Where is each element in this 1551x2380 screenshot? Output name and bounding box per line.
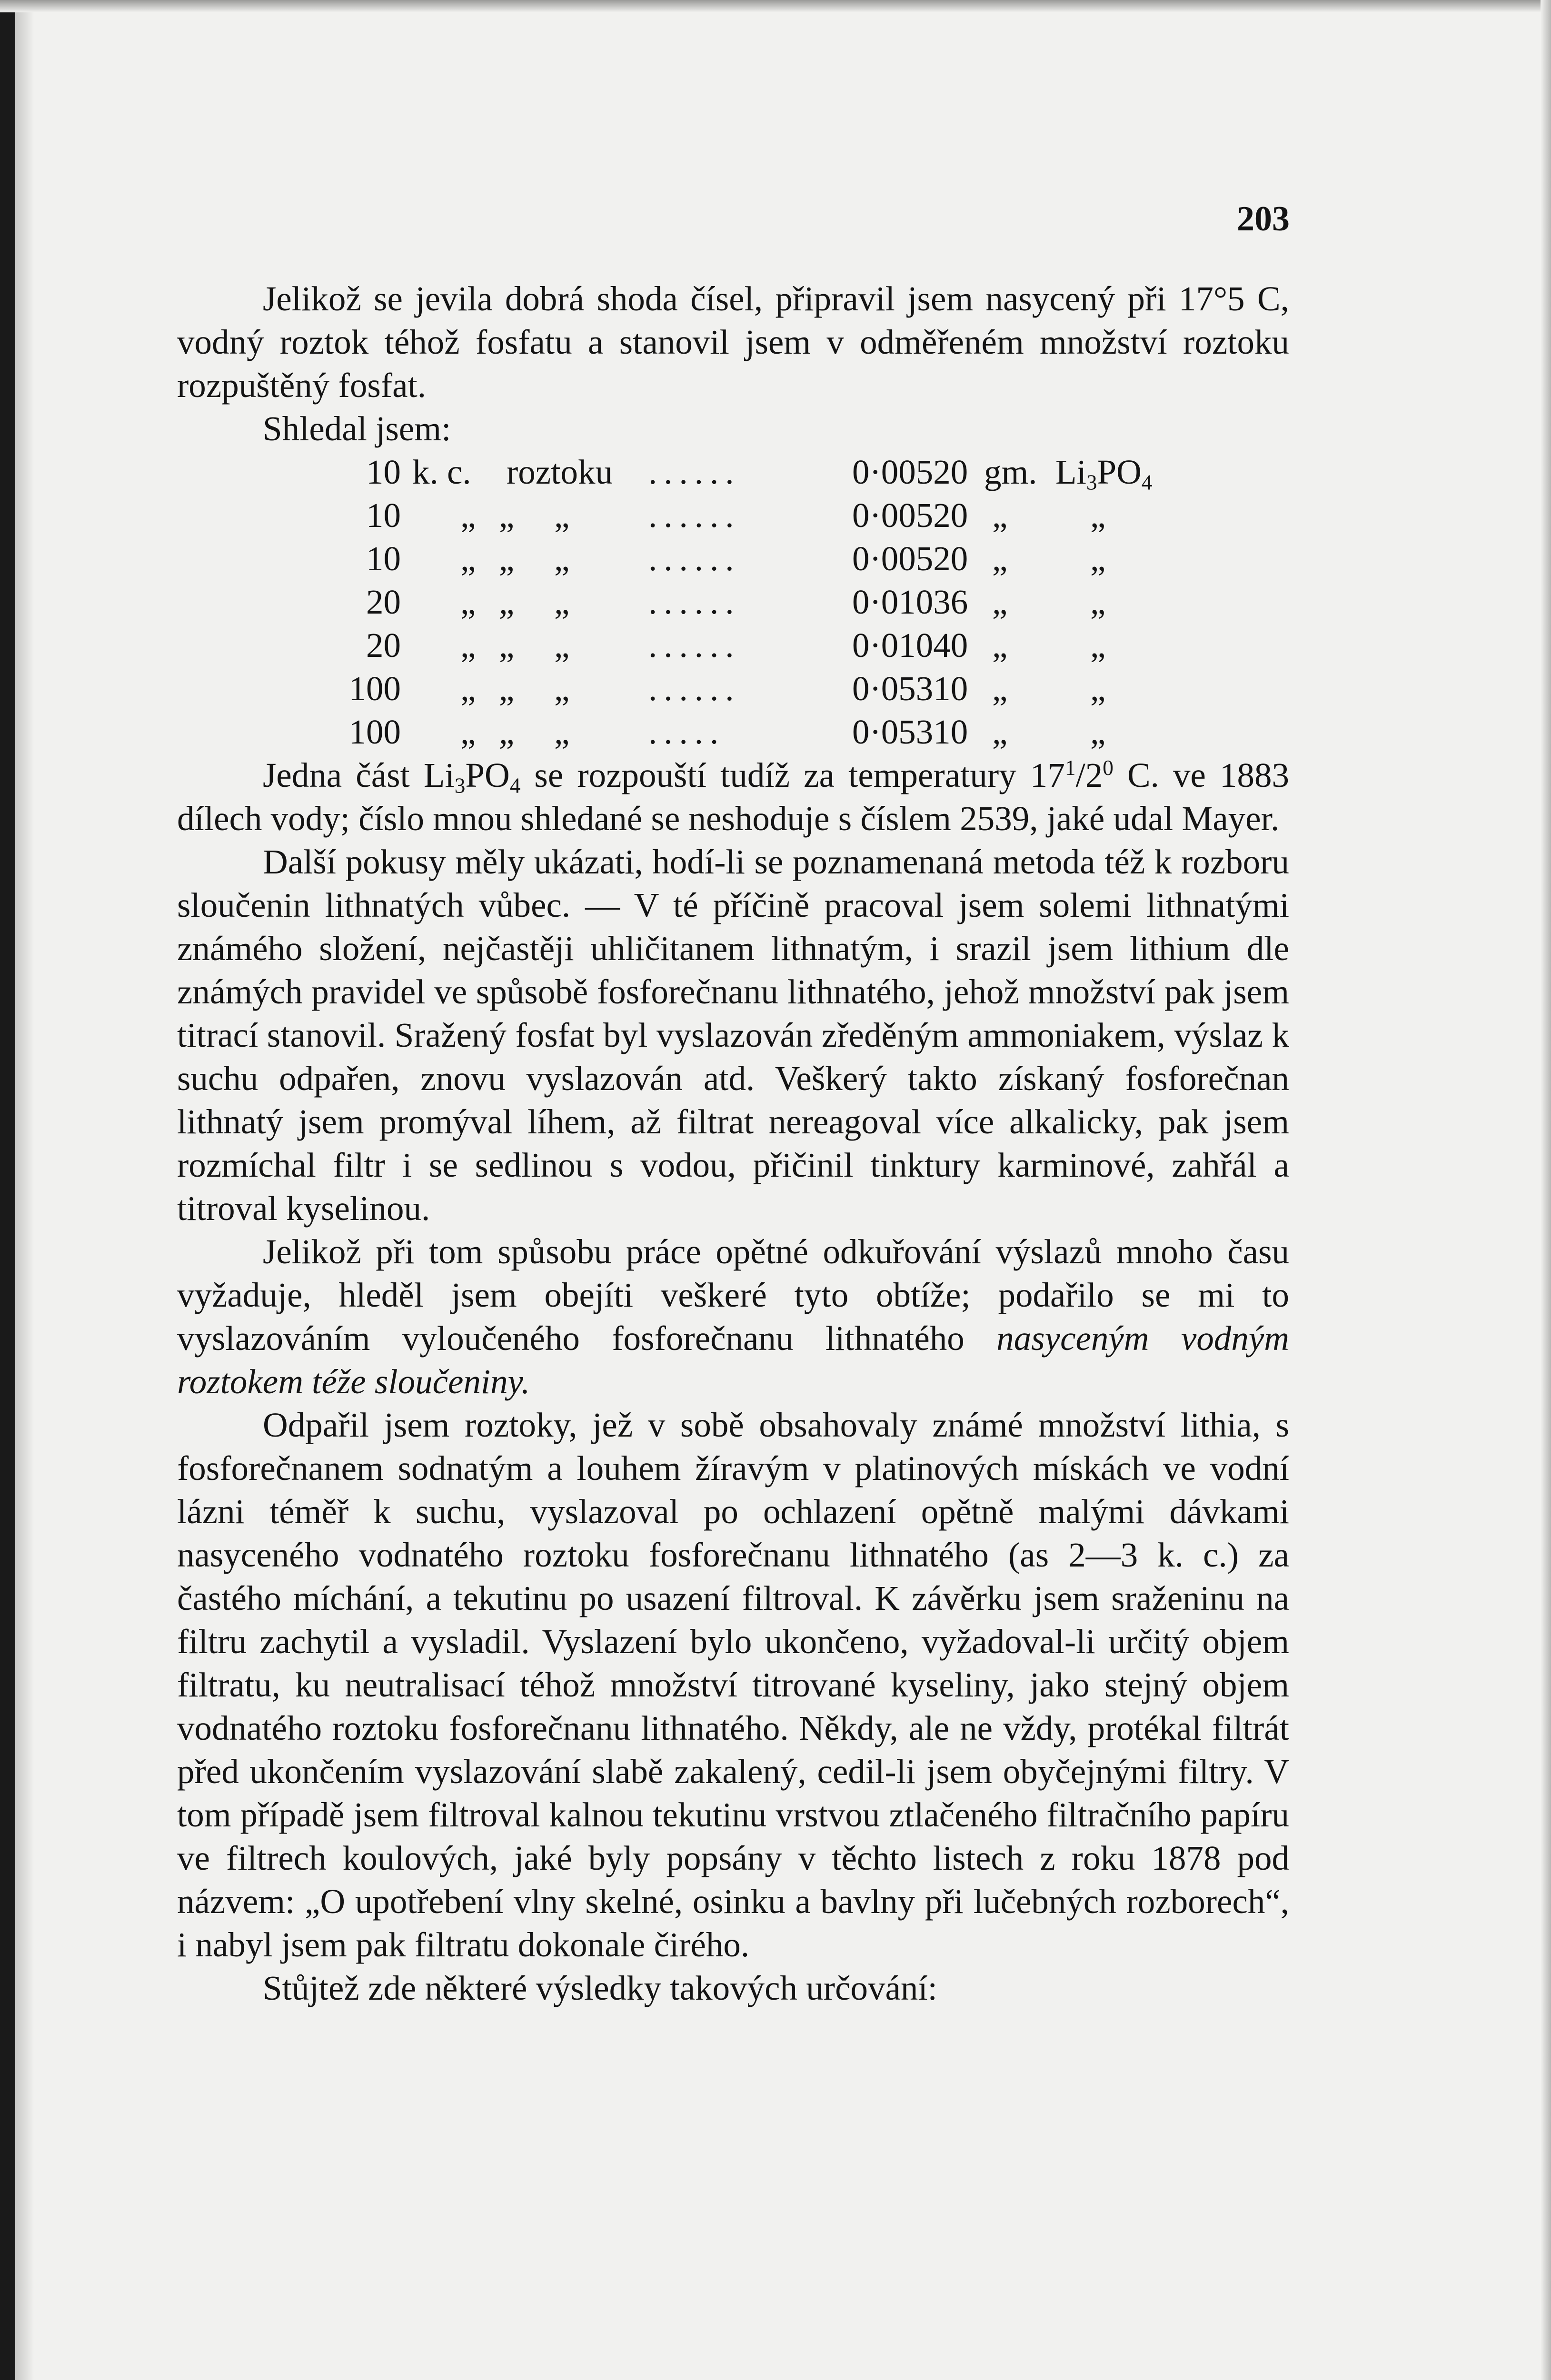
ditto-mark: „ bbox=[499, 713, 515, 751]
row-value: 0·01040 bbox=[852, 626, 968, 664]
row-unit: k. c. bbox=[412, 453, 471, 491]
ditto-mark: „ bbox=[1090, 713, 1106, 751]
table-row bbox=[177, 710, 1289, 754]
formula-po: PO bbox=[465, 756, 510, 794]
ditto-mark: „ bbox=[554, 583, 570, 621]
row-value: 0·01036 bbox=[852, 583, 968, 621]
paragraph-solubility bbox=[177, 754, 1289, 840]
ditto-mark: „ bbox=[460, 496, 476, 535]
text-run: Jelikož při tom spůsobu práce opětné odkuřování výslazů mnoho času vyžaduje, hleděl jsem obejíti veškeré tyto obtíže; podařilo se mi to vyslazováním vyloučeného fosforečnanu lithnatého bbox=[177, 1232, 1289, 1358]
row-amount: 100 bbox=[348, 669, 401, 708]
body-text bbox=[177, 277, 1289, 2010]
ditto-mark: „ bbox=[554, 713, 570, 751]
table-row bbox=[177, 450, 1289, 494]
row-amount: 10 bbox=[366, 539, 401, 578]
ditto-mark: „ bbox=[1090, 669, 1106, 708]
row-value: 0·05310 bbox=[852, 669, 968, 708]
formula-sub-3: 3 bbox=[454, 774, 466, 798]
formula-po: PO bbox=[1097, 453, 1142, 491]
ditto-mark: „ bbox=[554, 539, 570, 578]
ditto-mark: „ bbox=[499, 626, 515, 664]
fraction-denominator: /2 bbox=[1075, 756, 1103, 794]
formula-li: Li bbox=[423, 756, 455, 794]
table-row bbox=[177, 537, 1289, 580]
text-run: Jedna část bbox=[263, 756, 424, 794]
ditto-mark: „ bbox=[499, 583, 515, 621]
page-binding-edge bbox=[0, 0, 15, 2380]
paragraph-results: Stůjtež zde některé výsledky takových určování: bbox=[263, 1969, 937, 2007]
ditto-mark: „ bbox=[554, 626, 570, 664]
row-amount: 10 bbox=[366, 453, 401, 491]
row-amount: 20 bbox=[366, 626, 401, 664]
ditto-mark: „ bbox=[992, 626, 1008, 664]
ditto-mark: „ bbox=[1090, 583, 1106, 621]
row-leader: ...... bbox=[648, 626, 741, 664]
ditto-mark: „ bbox=[460, 713, 476, 751]
ditto-mark: „ bbox=[992, 496, 1008, 535]
row-gm: gm. bbox=[984, 453, 1037, 491]
text-run: se rozpouští tudíž za temperatury 17 bbox=[520, 756, 1065, 794]
formula-sub-4: 4 bbox=[509, 774, 521, 798]
row-amount: 10 bbox=[366, 496, 401, 535]
table-row bbox=[177, 494, 1289, 537]
row-word: roztoku bbox=[507, 453, 613, 491]
row-leader: ...... bbox=[648, 539, 741, 578]
text-run: C. ve 1883 dílech vody; číslo mnou shledané se neshoduje s číslem 2539, jaké udal Mayer. bbox=[177, 756, 1289, 838]
ditto-mark: „ bbox=[992, 539, 1008, 578]
ditto-mark: „ bbox=[554, 669, 570, 708]
table-row bbox=[177, 624, 1289, 667]
ditto-mark: „ bbox=[1090, 626, 1106, 664]
formula-li: Li bbox=[1055, 453, 1086, 491]
degree-mark: 0 bbox=[1103, 756, 1114, 780]
ditto-mark: „ bbox=[1090, 539, 1106, 578]
row-amount: 20 bbox=[366, 583, 401, 621]
row-amount: 100 bbox=[348, 713, 401, 751]
measurement-table bbox=[177, 450, 1289, 754]
right-shadow bbox=[1541, 0, 1551, 2380]
binding-shadow bbox=[15, 0, 34, 2380]
row-value: 0·05310 bbox=[852, 713, 968, 751]
paragraph-methods: Další pokusy měly ukázati, hodí-li se poznamenaná metoda též k rozboru sloučenin lithnatých vůbec. — V té příčině pracoval jsem solemi lithnatými známého složení, nejčastěji uhličitanem lithnatým, i srazil jsem lithium dle známých pravidel ve spůsobě fosforečnanu lithnatého, jehož množství pak jsem titrací stanovil. Sražený fosfat byl vyslazován zředěným ammoniakem, výslaz k suchu odpařen, znovu vyslazován atd. Veškerý takto získaný fosforečnan lithnatý jsem promýval líhem, až filtrat nereagoval více alkalicky, pak jsem rozmíchal filtr i se sedlinou s vodou, přičinil tinktury karminové, zahřál a titroval kyselinou. bbox=[177, 843, 1289, 1228]
ditto-mark: „ bbox=[554, 496, 570, 535]
ditto-mark: „ bbox=[992, 669, 1008, 708]
row-value: 0·00520 bbox=[852, 453, 968, 491]
paragraph-procedure: Odpařil jsem roztoky, jež v sobě obsahovaly známé množství lithia, s fosforečnanem sodnatým a louhem žíravým v platinových mískách ve vodní lázni téměř k suchu, vyslazoval po ochlazení opětně malými dávkami nasyceného vodnatého roztoku fosforečnanu lithnatého (as 2—3 k. c.) za častého míchání, a tekutinu po usazení filtroval. K závěrku jsem sraženinu na filtru zachytil a vysladil. Vyslazení bylo ukončeno, vyžadoval-li určitý objem filtratu, ku neutralisací téhož množství titrované kyseliny, jako stejný objem vodnatého roztoku fosforečnanu lithnatého. Někdy, ale ne vždy, protékal filtrát před ukončením vyslazování slabě zakalený, cedil-li jsem obyčejnými filtry. V tom případě jsem filtroval kalnou tekutinu vrstvou ztlačeného filtračního papíru ve filtrech koulových, jaké byly popsány v těchto listech z roku 1878 pod názvem: „O upotřebení vlny skelné, osinku a bavlny při lučebných rozborech“, i nabyl jsem pak filtratu dokonale čirého. bbox=[177, 1406, 1289, 1964]
ditto-mark: „ bbox=[499, 496, 515, 535]
row-value: 0·00520 bbox=[852, 539, 968, 578]
formula-sub-3: 3 bbox=[1086, 470, 1097, 495]
row-leader: ...... bbox=[648, 583, 741, 621]
shledal-line: Shledal jsem: bbox=[263, 409, 451, 448]
row-formula bbox=[1055, 450, 1152, 494]
row-leader: ...... bbox=[648, 496, 741, 535]
ditto-mark: „ bbox=[460, 539, 476, 578]
top-shadow bbox=[0, 0, 1551, 12]
ditto-mark: „ bbox=[460, 626, 476, 664]
ditto-mark: „ bbox=[460, 583, 476, 621]
ditto-mark: „ bbox=[1090, 496, 1106, 535]
row-value: 0·00520 bbox=[852, 496, 968, 535]
ditto-mark: „ bbox=[992, 713, 1008, 751]
ditto-mark: „ bbox=[499, 539, 515, 578]
row-leader: ...... bbox=[648, 453, 741, 491]
table-row bbox=[177, 580, 1289, 624]
fraction-numerator: 1 bbox=[1064, 756, 1076, 780]
ditto-mark: „ bbox=[499, 669, 515, 708]
paragraph-saturated bbox=[177, 1230, 1289, 1403]
table-row bbox=[177, 667, 1289, 710]
italic-run: nasyceným vodným roztokem téže sloučeniny. bbox=[177, 1319, 1289, 1401]
page-number: 203 bbox=[1237, 199, 1290, 238]
formula-sub-4: 4 bbox=[1141, 470, 1153, 495]
ditto-mark: „ bbox=[460, 669, 476, 708]
paragraph-intro: Jelikož se jevila dobrá shoda čísel, připravil jsem nasycený při 17°5 C, vodný roztok téhož fosfatu a stanovil jsem v odměřeném množství roztoku rozpuštěný fosfat. bbox=[177, 279, 1289, 405]
row-leader: ..... bbox=[648, 713, 726, 751]
ditto-mark: „ bbox=[992, 583, 1008, 621]
row-leader: ...... bbox=[648, 669, 741, 708]
